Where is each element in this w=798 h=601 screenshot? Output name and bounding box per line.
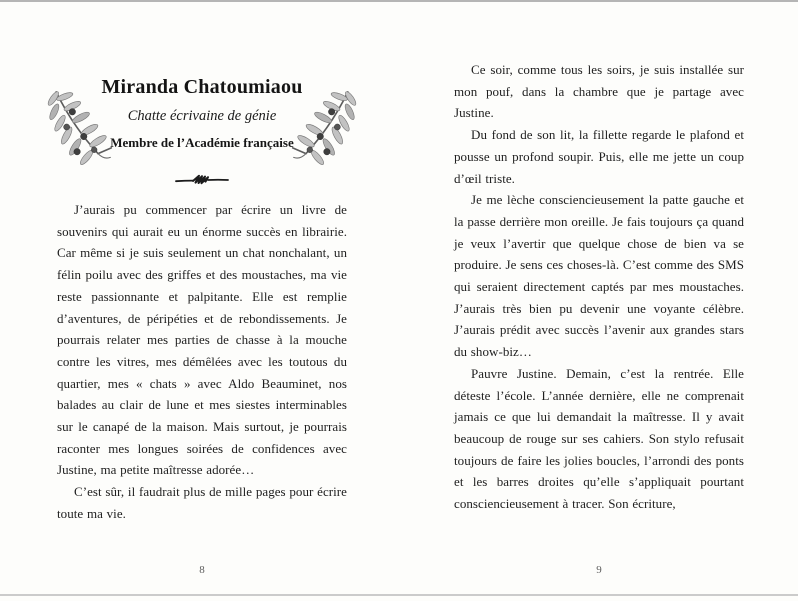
paragraph: Pauvre Justine. Demain, c’est la rentrée. Elle déteste l’école. L’année dernière, elle ne comprenait jamais ce que lui demandait la maîtresse. Il y avait beaucoup de rouge sur ses cahiers. Son stylo refusait toujours de faire les jolies boucles, l’arrondi des ponts et les barres droites qu’elle s’appliquait pourtant consciencieusement à tracer. Son écriture,: [454, 365, 744, 512]
author-subtitle: Chatte écrivaine de génie: [127, 108, 277, 124]
author-name: Miranda Chatoumiaou: [101, 76, 303, 98]
paragraph: Je me lèche consciencieusement la patte gauche et la passe derrière mon oreille. Je fais toujours ça quand je veux l’avertir que quelque chose de bien va se produire. Je sens ces choses-là. C’est comme des SMS qui seraient directement captés par mes moustaches. J’aurais très bien pu devenir une voyante célèbre. J’aurais prédit avec succès l’avenir aux grandes stars du show-biz…: [454, 192, 744, 360]
page-number-right: 9: [596, 564, 602, 576]
paragraph: C’est sûr, il faudrait plus de mille pages pour écrire toute ma vie.: [57, 484, 347, 521]
page-number-left: 8: [199, 564, 205, 576]
page-body-right: [454, 59, 744, 515]
paragraph: Ce soir, comme tous les soirs, je suis installée sur mon pouf, dans la chambre que je partage avec Justine.: [454, 62, 744, 121]
section-divider-icon: [57, 172, 347, 190]
right-page: [454, 0, 744, 601]
scan-edge-bottom: [0, 594, 798, 596]
paragraph: J’aurais pu commencer par écrire un livre de souvenirs qui aurait eu un énorme succès en librairie. Car même si je suis seulement un chat nonchalant, un félin poilu avec des griffes et des moustaches, ma vie reste passionnante et palpitante. Elle est remplie d’aventures, de péripéties et de rebondissements. Je pourrais relater mes parties de chasse à la mouche contre les vitres, mes démêlées avec les toutous du quartier, mes « chats » avec Aldo Beauminet, nos balades au clair de lune et mes siestes interminables sur le canapé de la maison. Mais surtout, je pourrais raconter mes longues soirées de confidences avec Justine, ma petite maîtresse adorée…: [57, 202, 347, 478]
page-body-left: [57, 199, 347, 525]
author-affiliation: Membre de l’Académie française: [110, 135, 294, 150]
paragraph: Du fond de son lit, la fillette regarde le plafond et pousse un profond soupir. Puis, elle me jette un coup d’œil triste.: [454, 127, 744, 186]
left-page: [57, 0, 347, 601]
